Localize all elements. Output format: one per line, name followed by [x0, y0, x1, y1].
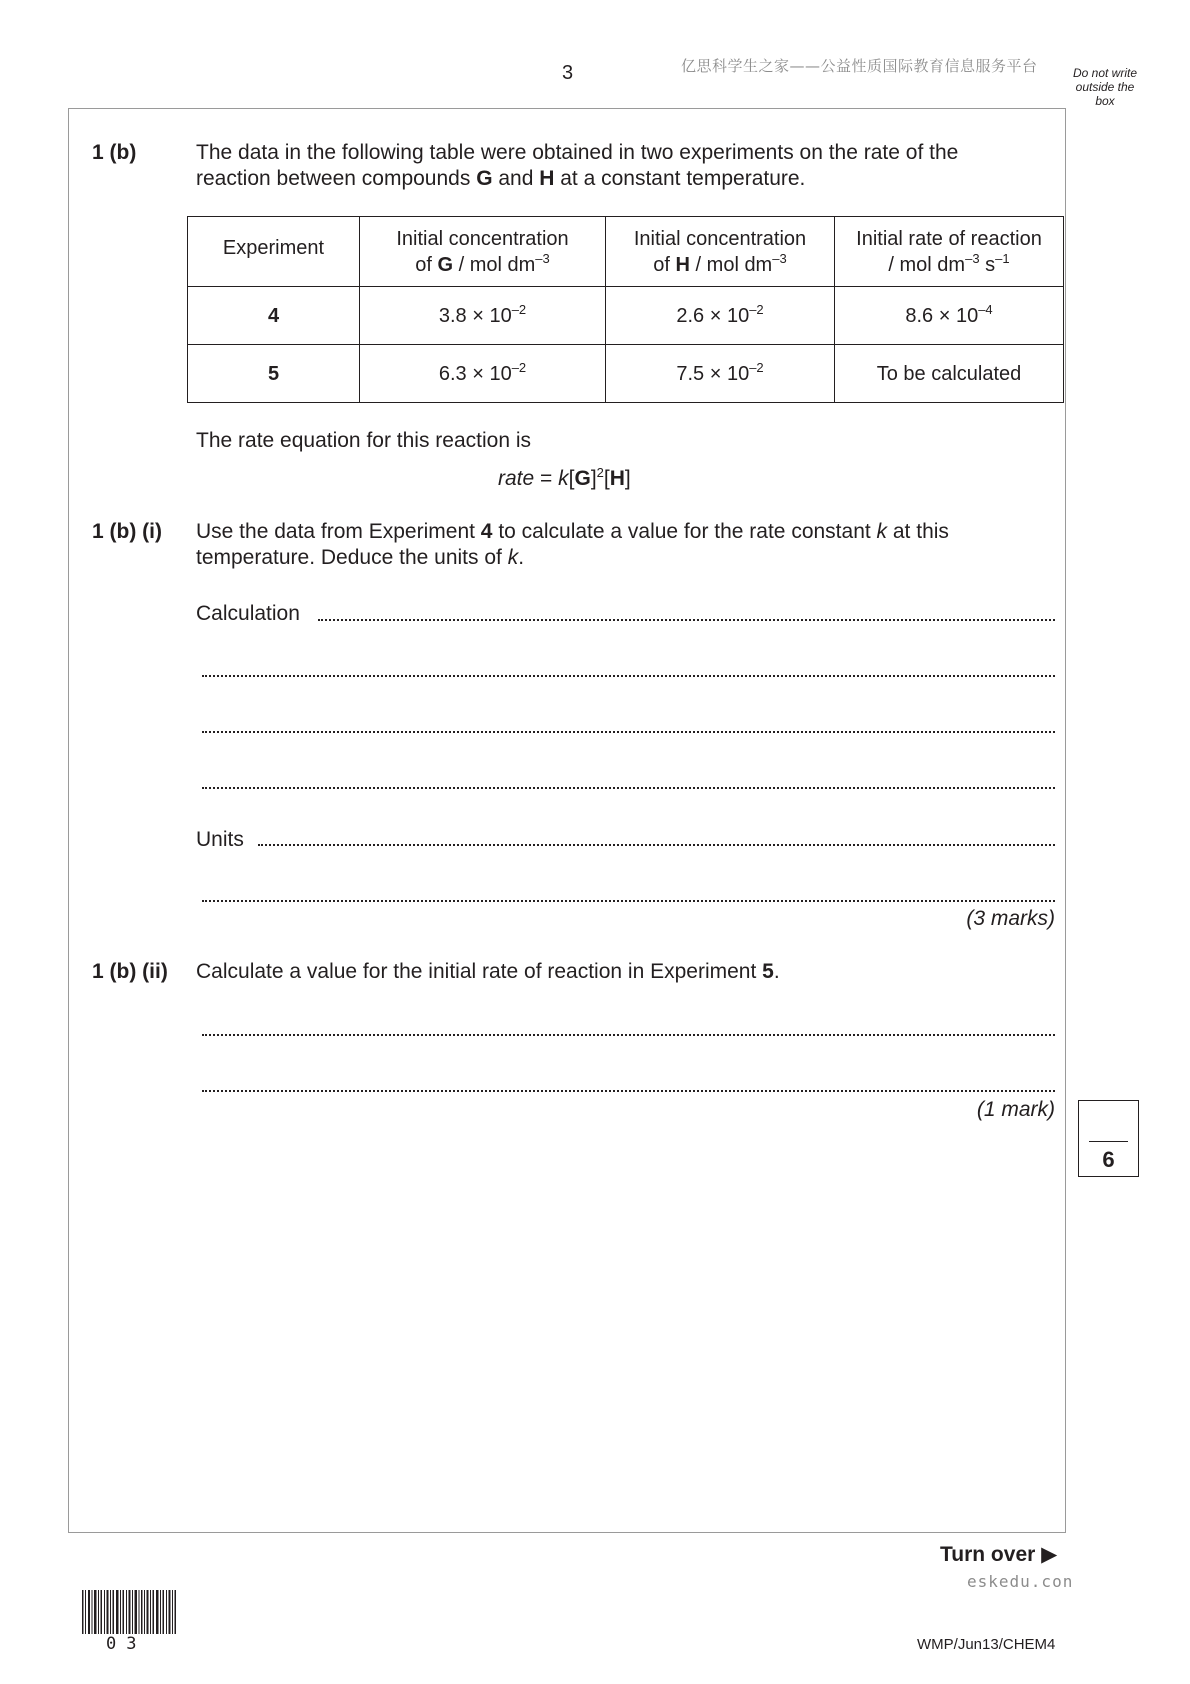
cell-rate: To be calculated [835, 345, 1064, 403]
compound-g: G [476, 167, 493, 190]
compound-h: H [539, 167, 555, 190]
question-1bii-answer-line[interactable] [202, 1030, 1055, 1036]
calculation-answer-line[interactable] [202, 671, 1055, 677]
cell-rate: $8.6 \times 10^{-4}$ [835, 287, 1064, 345]
question-1b-label: 1 (b) [92, 141, 137, 164]
cell-conc-g: $6.3 \times 10^{-2}$ [360, 345, 606, 403]
table-row [188, 345, 1064, 403]
header-initial-rate: Initial rate of reaction / mol $dm^{-3}$ $s^{-1}$ [835, 217, 1064, 287]
calculation-answer-line[interactable] [318, 615, 1055, 621]
header-experiment: Experiment [188, 217, 360, 287]
site-watermark: eskedu.con [967, 1572, 1074, 1591]
marks-box [1078, 1100, 1139, 1177]
question-1bii-text: Calculate a value for the initial rate of reaction in Experiment 5. [196, 960, 780, 983]
question-1bi-label: 1 (b) (i) [92, 520, 162, 543]
question-1bi-line-1: Use the data from Experiment 4 to calculate a value for the rate constant k at this [196, 520, 949, 543]
margin-note-line-3: box [1095, 94, 1115, 108]
cell-experiment: 4 [188, 287, 360, 345]
question-1b-intro-line-2: reaction between compounds G and H at a constant temperature. [196, 167, 806, 190]
units-label: Units [196, 828, 244, 851]
turn-over-label: Turn over ▶ [940, 1543, 1058, 1566]
calculation-answer-line[interactable] [202, 783, 1055, 789]
question-1bi-line-2: temperature. Deduce the units of k. [196, 546, 525, 569]
table-row [188, 287, 1064, 345]
question-1b-intro [196, 140, 1056, 192]
rate-equation-intro: The rate equation for this reaction is [196, 429, 532, 452]
question-1bii-answer-line[interactable] [202, 1086, 1055, 1092]
cell-conc-h: $2.6 \times 10^{-2}$ [606, 287, 835, 345]
question-1bii-label: 1 (b) (ii) [92, 960, 168, 983]
page-number: 3 [562, 62, 574, 84]
margin-note [1060, 66, 1150, 108]
watermark-text: 亿思科学生之家——公益性质国际教育信息服务平台 [681, 57, 1038, 75]
calculation-answer-line[interactable] [202, 727, 1055, 733]
header-conc-g: Initial concentration of G / mol $dm^{-3}$ [360, 217, 606, 287]
question-1bi-marks: (3 marks) [966, 907, 1055, 930]
marks-total: 6 [1102, 1147, 1115, 1172]
barcode [82, 1590, 176, 1634]
cell-conc-g: $3.8 \times 10^{-2}$ [360, 287, 606, 345]
table-header-row [188, 217, 1064, 287]
units-answer-line[interactable] [202, 896, 1055, 902]
question-1b-intro-line-1: The data in the following table were obtained in two experiments on the rate of the [196, 141, 959, 164]
cell-experiment: 5 [188, 345, 360, 403]
question-1bii-marks: (1 mark) [976, 1098, 1055, 1121]
cell-conc-h: $7.5 \times 10^{-2}$ [606, 345, 835, 403]
experiment-data-table [187, 216, 1064, 403]
marks-box-rule [1089, 1141, 1128, 1142]
rate-equation: rate = $k[G]^2[H]$ [498, 465, 631, 490]
question-1bi-text [196, 519, 1056, 571]
units-answer-line[interactable] [258, 840, 1055, 846]
margin-note-line-2: outside the [1075, 80, 1135, 94]
header-conc-h: Initial concentration of H / mol $dm^{-3}$ [606, 217, 835, 287]
paper-code: WMP/Jun13/CHEM4 [917, 1636, 1056, 1653]
barcode-number: 03 [106, 1634, 147, 1654]
calculation-label: Calculation [196, 602, 300, 625]
margin-note-line-1: Do not write [1072, 66, 1138, 80]
